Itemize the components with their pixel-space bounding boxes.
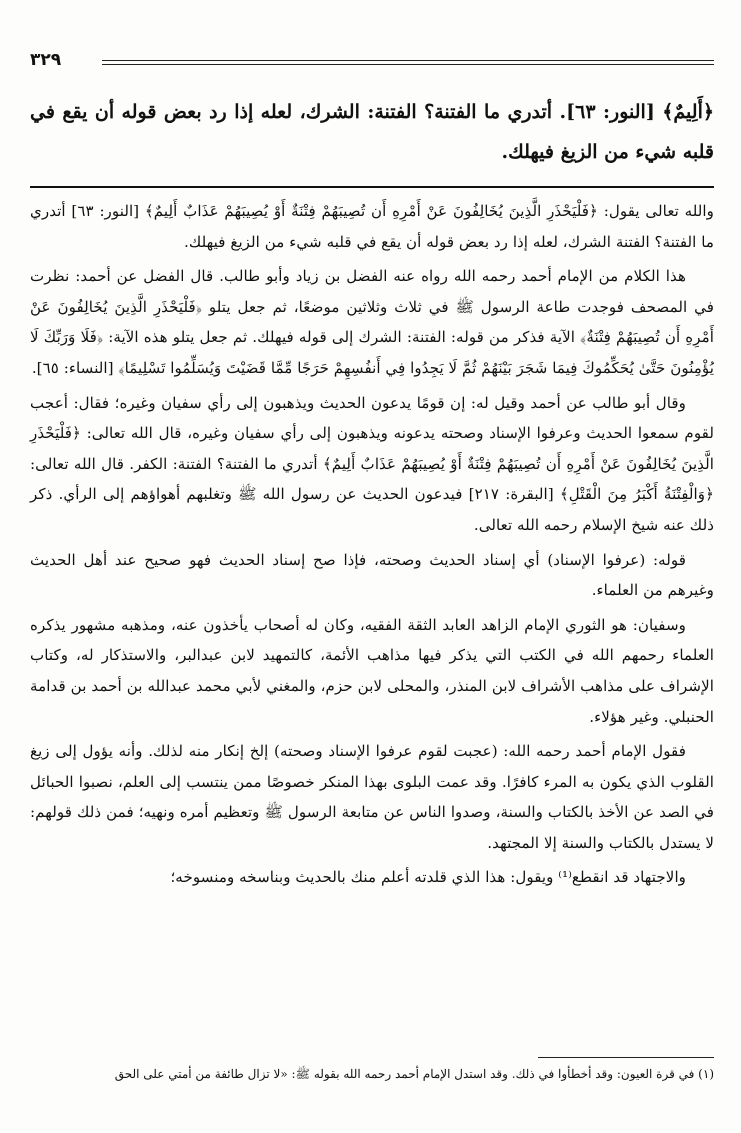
- paragraph: وسفيان: هو الثوري الإمام الزاهد العابد الثقة الفقيه، وكان له أصحاب يأخذون عنه، ومذهبه مشهور يذكره العلماء رحمهم الله في الكتب التي يذكر فيها مذاهب الأئمة، كالتمهيد لابن عبدالبر، والاستذكار له، وكتاب الإشراف على مذاهب الأشراف لابن المنذر، والمحلى لابن حزم، والمغني لأبي محمد عبدالله بن أحمد بن قدامة الحنبلي. وغير هؤلاء.: [30, 615, 714, 726]
- footnote: (١) في قرة العيون: وقد أخطأوا في ذلك. وقد استدل الإمام أحمد رحمه الله بقوله ﷺ: «لا تزال طائفة من أمتي على الحق: [114, 1067, 714, 1081]
- footnote-divider: [538, 1057, 714, 1058]
- header-rule: [102, 60, 714, 61]
- paragraph: قوله: (عرفوا الإسناد) أي إسناد الحديث وصحته، فإذا صح إسناد الحديث فهو صحيح عند أهل الحديث وغيرهم من العلماء.: [30, 550, 714, 600]
- paragraph: والاجتهاد قد انقطع⁽¹⁾ ويقول: هذا الذي قلدته أعلم منك بالحديث وبناسخه ومنسوخه؛: [170, 868, 686, 887]
- paragraph: والله تعالى يقول: ﴿فَلْيَحْذَرِ الَّذِينَ يُخَالِفُونَ عَنْ أَمْرِهِ أَن تُصِيبَهُمْ فِتْنَةٌ أَوْ يُصِيبَهُمْ عَذَابٌ أَلِيمٌ﴾ [النور: ٦٣] أتدري ما الفتنة؟ الفتنة الشرك، لعله إذا رد بعض قوله أن يقع في قلبه شيء من الزيغ فيهلك.: [30, 202, 714, 251]
- page-number: ٣٢٩: [30, 50, 62, 70]
- paragraph: وقال أبو طالب عن أحمد وقيل له: إن قومًا يدعون الحديث ويذهبون إلى رأي سفيان وغيره؛ فقال: أعجب لقوم سمعوا الحديث وعرفوا الإسناد وصحته يدعونه ويذهبون إلى رأي سفيان وغيره، قال الله تعالى: ﴿فَلْيَحْذَرِ الَّذِينَ يُخَالِفُونَ عَنْ أَمْرِهِ أَن تُصِيبَهُمْ فِتْنَةٌ أَوْ يُصِيبَهُمْ عَذَابٌ أَلِيمٌ﴾ أتدري ما الفتنة؟ الفتنة: الكفر. قال الله تعالى: ﴿وَالْفِتْنَةُ أَكْبَرُ مِنَ الْقَتْلِ﴾ [البقرة: ٢١٧] فيدعون الحديث عن رسول الله ﷺ وتغلبهم أهواؤهم إلى الرأي. ذكر ذلك عنه شيخ الإسلام رحمه الله تعالى.: [30, 393, 714, 534]
- paragraph: فقول الإمام أحمد رحمه الله: (عجبت لقوم عرفوا الإسناد وصحته) إلخ إنكار منه لذلك. وأنه يؤول إلى زيغ القلوب الذي يكون به المرء كافرًا. وقد عمت البلوى بهذا المنكر خصوصًا ممن ينتسب إلى العلم، نصبوا الحبائل في الصد عن الأخذ بالكتاب والسنة، وصدوا الناس عن متابعة الرسول ﷺ وتعظيم أمره ونهيه؛ فمن ذلك قولهم: لا يستدل بالكتاب والسنة إلا المجتهد.: [30, 742, 714, 852]
- body-text: [30, 196, 714, 893]
- quoted-text: ﴿أَلِيمٌ﴾ [النور: ٦٣]. أتدري ما الفتنة؟ الفتنة: الشرك، لعله إذا رد بعض قوله أن يقع في قلبه شيء من الزيغ فيهلك.: [30, 101, 714, 163]
- paragraph: هذا الكلام من الإمام أحمد رحمه الله رواه عنه الفضل بن زياد وأبو طالب. قال الفضل عن أحمد: نظرت في المصحف فوجدت طاعة الرسول ﷺ في ثلاث وثلاثين موضعًا، ثم جعل يتلو ﴿فَلْيَحْذَرِ الَّذِينَ يُخَالِفُونَ عَنْ أَمْرِهِ أَن تُصِيبَهُمْ فِتْنَةٌ﴾ الآية فذكر من قوله: الفتنة: الشرك إلى قوله فيهلك. ثم جعل يتلو هذه الآية: ﴿فَلَا وَرَبِّكَ لَا يُؤْمِنُونَ حَتَّىٰ يُحَكِّمُوكَ فِيمَا شَجَرَ بَيْنَهُمْ ثُمَّ لَا يَجِدُوا فِي أَنفُسِهِمْ حَرَجًا مِّمَّا قَضَيْتَ وَيُسَلِّمُوا تَسْلِيمًا﴾ [النساء: ٦٥].: [30, 267, 714, 377]
- page-header: [30, 48, 714, 78]
- section-divider: [30, 186, 714, 188]
- header-rule: [102, 64, 714, 65]
